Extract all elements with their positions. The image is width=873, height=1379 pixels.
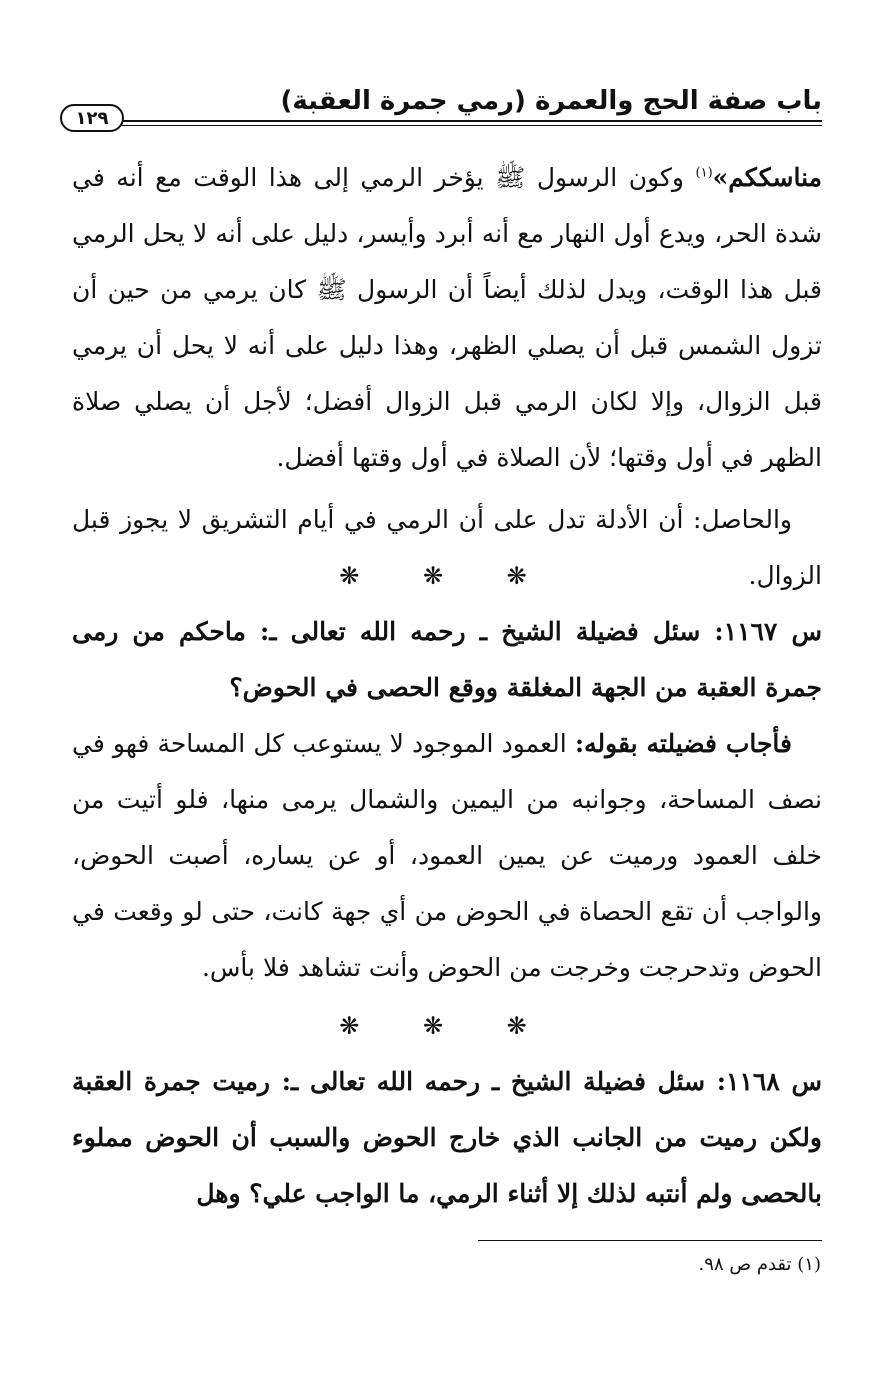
answer-text: العمود الموجود لا يستوعب كل المساحة فهو في نصف المساحة، وجوانبه من اليمين والشمال يرمى منها، فلو أتيت من خلف العمود ورميت عن يمين العمود، أو عن يساره، أصبت الحوض، والواجب أن تقع الحصاة في الحوض من أي جهة كانت، حتى لو وقعت في الحوض وتدحرجت وخرجت من الحوض وأنت تشاهد فلا بأس. [72,729,822,982]
question-text: س ١١٦٧: سئل فضيلة الشيخ ـ رحمه الله تعالى ـ: ماحكم من رمى جمرة العقبة من الجهة المغلقة ووقع الحصى في الحوض؟ [72,617,822,702]
answer-label: فأجاب فضيلته بقوله: [574,729,792,758]
paragraph-conclusion: والحاصل: أن الأدلة تدل على أن الرمي في أيام التشريق لا يجوز قبل الزوال. [72,505,822,590]
lead-word: مناسككم» [712,163,823,192]
answer-paragraph [72,716,822,996]
paragraph-text: وكون الرسول ﷺ يؤخر الرمي إلى هذا الوقت مع أنه في شدة الحر، ويدع أول النهار مع أنه أبرد وأيسر، دليل على أنه لا يحل الرمي قبل هذا الوقت، ويدل لذلك أيضاً أن الرسول ﷺ كان يرمي من حين أن تزول الشمس قبل أن يصلي الظهر، وهذا دليل على أنه لا يحل أن يرمي قبل الزوال، وإلا لكان الرمي قبل الزوال أفضل؛ لأجل أن يصلي صلاة الظهر في أول وقتها؛ لأن الصلاة في أول وقتها أفضل. [72,163,822,472]
question-1168 [72,1054,822,1222]
section-separator: ❋ ❋ ❋ [339,1012,555,1040]
footnote-reference: (١) [695,165,713,181]
paragraph-evidence [72,150,822,486]
question-1167 [72,604,822,996]
footnote-rule [478,1240,822,1241]
footnote: (١) تقدم ص ٩٨. [698,1254,821,1275]
question-text: س ١١٦٨: سئل فضيلة الشيخ ـ رحمه الله تعالى ـ: رميت جمرة العقبة ولكن رميت من الجانب الذي خارج الحوض والسبب أن الحوض مملوء بالحصى ولم أنتبه لذلك إلا أثناء الرمي، ما الواجب علي؟ وهل [72,1067,822,1208]
section-separator: ❋ ❋ ❋ [339,562,555,590]
page-number: ١٢٩ [60,104,124,132]
running-title: باب صفة الحج والعمرة (رمي جمرة العقبة) [280,86,822,116]
section-1 [72,150,822,604]
page-header [60,86,822,130]
header-rule [118,120,822,126]
